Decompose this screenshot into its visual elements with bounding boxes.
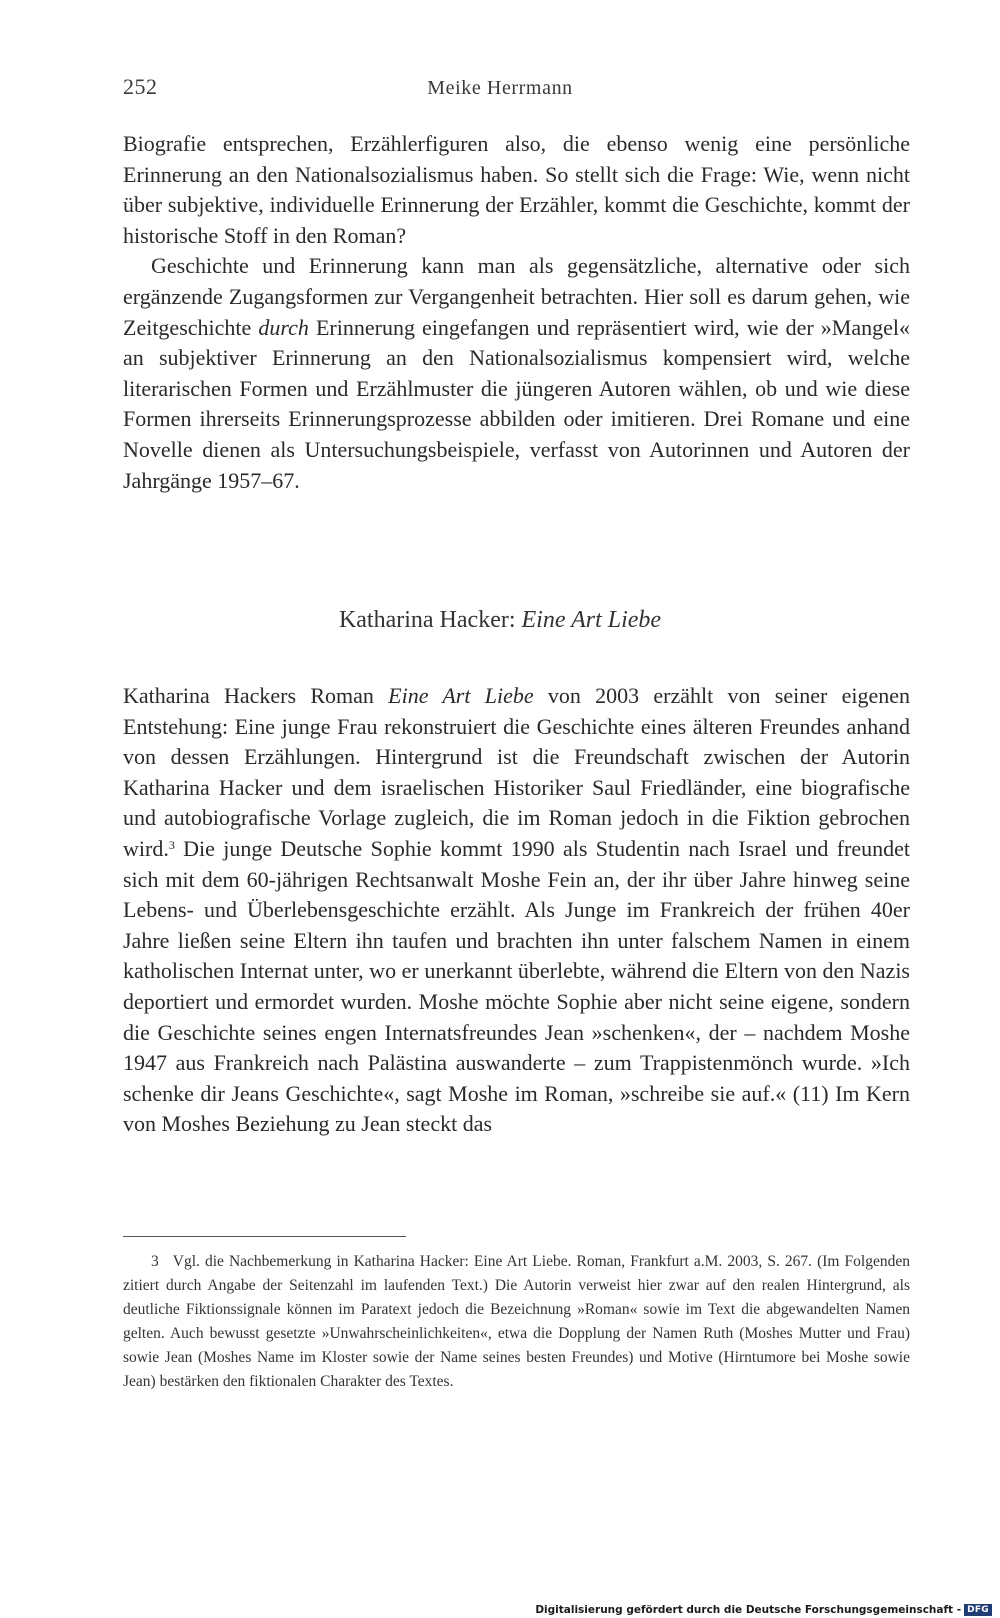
paragraph-3 bbox=[123, 681, 910, 1140]
paragraph-3-text-a: Katharina Hackers Roman bbox=[123, 683, 389, 708]
dfg-logo-icon: DFG bbox=[964, 1604, 992, 1616]
digitization-credit bbox=[535, 1604, 992, 1616]
body-text-bottom bbox=[123, 681, 910, 1140]
section-heading-author: Katharina Hacker: bbox=[338, 607, 522, 633]
paragraph-2 bbox=[123, 251, 910, 496]
page-number: 252 bbox=[123, 74, 158, 99]
paragraph-2-text-b: Erinnerung eingefangen und repräsentiert wird, wie der »Mangel« an subjektiver Erinnerung an den Nationalsozialismus kompensiert wird, welche literarischen Formen und Erzählmuster die jüngeren Autoren wählen, ob und wie diese Formen ihrerseits Erinnerungsprozesse abbilden oder imitieren. Drei Romane und eine Novelle dienen als Untersuchungsbeispiele, verfasst von Autorinnen und Autoren der Jahrgänge 1957–67. bbox=[123, 314, 910, 493]
paragraph-1: Biografie entsprechen, Erzählerfiguren also, die ebenso wenig eine persönliche Erinnerung an den Nationalsozialismus haben. So stellt sich die Frage: Wie, wenn nicht über subjektive, individuelle Erinnerung der Erzähler, kommt die Geschichte, kommt der historische Stoff in den Roman? bbox=[123, 131, 910, 248]
paragraph-2-text-a: Geschichte und Erinnerung kann man als gegensätzliche, alternative oder sich ergänzende Zugangsformen zur Vergangenheit betrachten. Hier soll es darum gehen, wie Zeitgeschichte bbox=[123, 253, 910, 340]
section-heading-title: Eine Art Liebe bbox=[521, 607, 662, 633]
paragraph-2-emphasis: durch bbox=[258, 314, 309, 340]
running-head: Meike Herrmann bbox=[427, 77, 573, 99]
section-heading bbox=[0, 607, 1000, 634]
credit-text: Digitalisierung gefördert durch die Deutsche Forschungsgemeinschaft - bbox=[535, 1604, 962, 1616]
body-text-top bbox=[123, 129, 910, 496]
footnote-3 bbox=[123, 1250, 910, 1394]
footnote-reference[interactable]: 3 bbox=[168, 837, 175, 852]
paragraph-3-text-b: von 2003 erzählt von seiner eigenen Entstehung: Eine junge Frau rekonstruiert die Geschichte eines älteren Freundes anhand von dessen Erzählungen. Hintergrund ist die Freundschaft zwischen der Autorin Katharina Hacker und dem israelischen Historiker Saul Friedländer, eine biografische und autobiografische Vorlage zugleich, die im Roman jedoch in die Fiktion gebrochen wird. bbox=[123, 683, 910, 861]
footnote-text: Vgl. die Nachbemerkung in Katharina Hacker: Eine Art Liebe. Roman, Frankfurt a.M. 2003, S. 267. (Im Folgenden zitiert durch Angabe der Seitenzahl im laufenden Text.) Die Autorin verweist hier zwar auf den realen Hintergrund, als deutliche Fiktionssignale können im Paratext jedoch die Bezeichnung »Roman« sowie im Text die abgewandelten Namen gelten. Auch bewusst gesetzte »Unwahrscheinlichkeiten«, etwa die Dopplung der Namen Ruth (Moshes Mutter und Frau) sowie Jean (Moshes Name im Kloster sowie der Name seines besten Freundes) und Motive (Hirntumore bei Moshe sowie Jean) bestärken den fiktionalen Charakter des Textes. bbox=[123, 1253, 910, 1390]
paragraph-3-book-title: Eine Art Liebe bbox=[388, 683, 534, 708]
footnote-divider bbox=[123, 1236, 406, 1237]
paragraph-3-text-c: Die junge Deutsche Sophie kommt 1990 als Studentin nach Israel und freundet sich mit dem 60-jährigen Rechtsanwalt Moshe Fein an, der ihr über Jahre hinweg seine Lebens- und Überlebensgeschichte erzählt. Als Junge im Frankreich der frühen 40er Jahre ließen seine Eltern ihn taufen und brachten ihn unter falschem Namen in einem katholischen Internat unter, wo er unerkannt überlebte, während die Eltern von den Nazis deportiert und ermordet wurden. Moshe möchte Sophie aber nicht seine eigene, sondern die Geschichte seines engen Internatsfreundes Jean »schenken«, der – nachdem Moshe 1947 aus Frankreich nach Palästina auswanderte – zum Trappistenmönch wurde. »Ich schenke dir Jeans Geschichte«, sagt Moshe im Roman, »schreibe sie auf.« (11) Im Kern von Moshes Beziehung zu Jean steckt das bbox=[123, 835, 910, 1137]
footnote-number: 3 bbox=[151, 1253, 159, 1270]
